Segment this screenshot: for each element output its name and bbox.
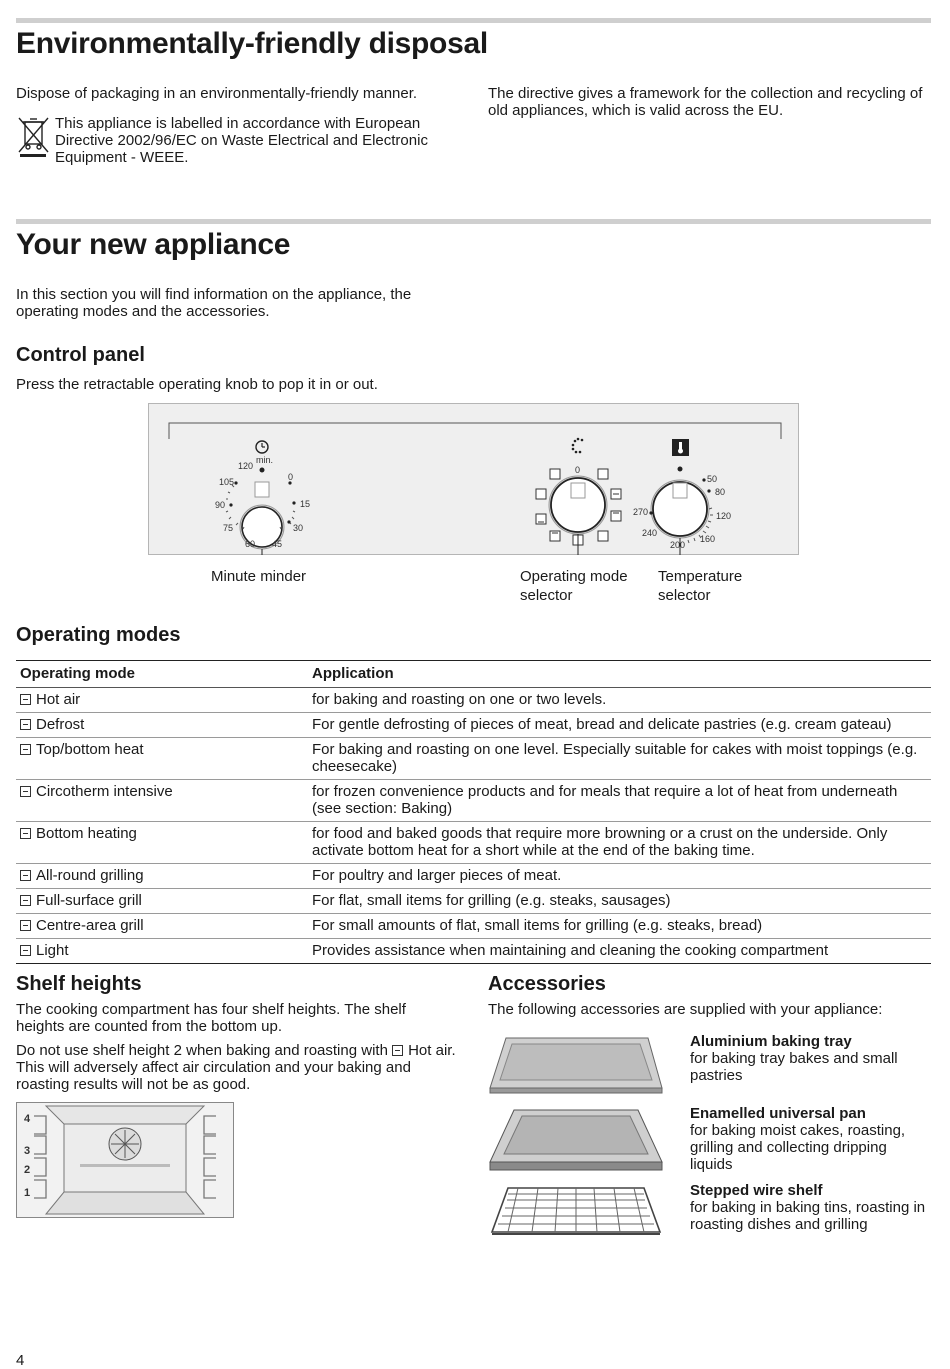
temperature-tick-label: 240 xyxy=(642,528,658,538)
col-header-application: Application xyxy=(308,661,931,688)
temperature-tick-label: 270 xyxy=(633,507,649,517)
mode-selector-label-line2: selector xyxy=(520,587,573,604)
application-cell: Provides assistance when maintaining and cleaning the cooking compartment xyxy=(308,939,931,964)
directive-text: The directive gives a framework for the collection and recycling of old appliances, which is valid across the EU. xyxy=(488,85,923,119)
operating-modes-table-wrap xyxy=(16,660,931,964)
mode-cell xyxy=(16,864,308,889)
table-row xyxy=(16,822,931,864)
application-cell: For baking and roasting on one level. Especially suitable for cakes with moist toppings (e.g. cheesecake) xyxy=(308,738,931,780)
minute-tick-label: 75 xyxy=(223,523,234,533)
minute-tick-label: 30 xyxy=(293,523,304,533)
accessory-item xyxy=(690,1033,930,1084)
weee-bin-icon xyxy=(16,116,50,158)
operating-mode-knob[interactable] xyxy=(549,476,607,534)
accessories-intro: The following accessories are supplied with your appliance: xyxy=(488,1001,883,1018)
accessory-description: for baking moist cakes, roasting, grilling and collecting dripping liquids xyxy=(690,1122,906,1173)
table-row xyxy=(16,780,931,822)
page-number: 4 xyxy=(16,1352,25,1369)
light-icon xyxy=(20,945,31,956)
table-row xyxy=(16,688,931,713)
shelf-level-label: 4 xyxy=(24,1113,31,1125)
temperature-tick-label: 120 xyxy=(716,511,732,521)
table-row xyxy=(16,914,931,939)
temp-selector-label-line2: selector xyxy=(658,587,711,604)
table-row xyxy=(16,713,931,738)
shelf-level-label: 1 xyxy=(24,1187,31,1199)
defrost-icon xyxy=(20,719,31,730)
universal-pan-image xyxy=(488,1108,664,1174)
minute-tick-label: 120 xyxy=(238,461,254,471)
hot-air-icon xyxy=(20,694,31,705)
operating-modes-heading: Operating modes xyxy=(16,624,181,646)
top-bottom-heat-icon xyxy=(20,744,31,755)
section-title-appliance: Your new appliance xyxy=(16,228,291,261)
table-row xyxy=(16,738,931,780)
minute-tick-label: 90 xyxy=(215,500,226,510)
shelf-warning-part1: Do not use shelf height 2 when baking and roasting with xyxy=(16,1042,388,1059)
accessory-item xyxy=(690,1182,930,1233)
shelf-level-label: 3 xyxy=(24,1145,31,1157)
mode-cell xyxy=(16,738,308,780)
control-panel-text: Press the retractable operating knob to pop it in or out. xyxy=(16,376,378,393)
bottom-heating-icon xyxy=(20,828,31,839)
accessory-title: Aluminium baking tray xyxy=(690,1033,852,1050)
circotherm-intensive-icon xyxy=(20,786,31,797)
mode-name: Hot air xyxy=(36,691,81,708)
application-cell: for food and baked goods that require more browning or a crust on the underside. Only activate bottom heat for a short while at the end of the baking time. xyxy=(308,822,931,864)
col-header-mode: Operating mode xyxy=(16,661,308,688)
temperature-tick-label: 50 xyxy=(707,474,718,484)
application-cell: For small amounts of flat, small items for grilling (e.g. steaks, bread) xyxy=(308,914,931,939)
mode-selector-label-line1: Operating mode xyxy=(520,568,628,585)
application-cell: for frozen convenience products and for meals that require a lot of heat from underneath (see section: Baking) xyxy=(308,780,931,822)
shelf-warning-text xyxy=(16,1042,460,1093)
application-cell: for baking and roasting on one or two levels. xyxy=(308,688,931,713)
mode-cell xyxy=(16,713,308,738)
oven-interior-illustration xyxy=(16,1102,234,1218)
mode-name: All-round grilling xyxy=(36,867,144,884)
shelf-warning-part2: Hot air. This will adversely affect air circulation and your baking and roasting results will not be as good. xyxy=(16,1042,456,1093)
temperature-knob[interactable] xyxy=(651,480,709,538)
accessory-title: Stepped wire shelf xyxy=(690,1182,823,1199)
temp-selector-label xyxy=(658,567,742,605)
mode-name: Light xyxy=(36,942,69,959)
mode-name: Defrost xyxy=(36,716,85,733)
minute-unit-label: min. xyxy=(256,455,274,465)
minute-tick-label: 105 xyxy=(219,477,235,487)
minute-tick-label: 45 xyxy=(272,539,283,549)
mode-zero-label: 0 xyxy=(575,465,581,475)
section-rule xyxy=(16,18,931,23)
control-panel-heading: Control panel xyxy=(16,344,145,366)
operating-modes-table xyxy=(16,660,931,964)
disposal-text: Dispose of packaging in an environmentally-friendly manner. xyxy=(16,85,418,102)
temperature-tick-label: 80 xyxy=(715,487,726,497)
minute-tick-label: 60 xyxy=(245,539,256,549)
accessories-heading: Accessories xyxy=(488,973,606,995)
hot-air-icon xyxy=(392,1045,403,1056)
mode-cell xyxy=(16,914,308,939)
weee-text: This appliance is labelled in accordance with European Directive 2002/96/EC on Waste Electrical and Electronic Equipment - WEEE. xyxy=(55,115,428,166)
mode-cell xyxy=(16,822,308,864)
centre-area-grill-icon xyxy=(20,920,31,931)
mode-selector-label xyxy=(520,567,628,605)
accessory-item xyxy=(690,1105,930,1173)
temperature-tick-label: 160 xyxy=(700,534,716,544)
mode-name: Bottom heating xyxy=(36,825,137,842)
minute-minder-label: Minute minder xyxy=(211,568,307,585)
mode-cell xyxy=(16,780,308,822)
mode-name: Full-surface grill xyxy=(36,892,142,909)
section-title-disposal: Environmentally-friendly disposal xyxy=(16,27,488,60)
accessory-description: for baking in baking tins, roasting in roasting dishes and grilling xyxy=(690,1199,926,1233)
baking-tray-image xyxy=(488,1034,664,1096)
full-surface-grill-icon xyxy=(20,895,31,906)
temperature-tick-label: 200 xyxy=(670,540,686,550)
all-round-grilling-icon xyxy=(20,870,31,881)
table-row xyxy=(16,889,931,914)
shelf-level-label: 2 xyxy=(24,1164,31,1176)
mode-name: Centre-area grill xyxy=(36,917,144,934)
minute-tick-label: 0 xyxy=(288,472,294,482)
table-row xyxy=(16,939,931,964)
table-header-row xyxy=(16,661,931,688)
wire-shelf-image xyxy=(488,1184,664,1240)
thermometer-icon xyxy=(672,439,689,456)
accessory-description: for baking tray bakes and small pastries xyxy=(690,1050,898,1084)
application-cell: For poultry and larger pieces of meat. xyxy=(308,864,931,889)
temp-selector-label-line1: Temperature xyxy=(658,568,743,585)
minute-tick-label: 15 xyxy=(300,499,311,509)
mode-cell xyxy=(16,688,308,713)
shelf-heights-text: The cooking compartment has four shelf heights. The shelf heights are counted from the bottom up. xyxy=(16,1001,406,1035)
mode-cell xyxy=(16,939,308,964)
mode-name: Top/bottom heat xyxy=(36,741,144,758)
appliance-intro: In this section you will find information on the appliance, the operating modes and the accessories. xyxy=(16,286,412,320)
application-cell: For gentle defrosting of pieces of meat, bread and delicate pastries (e.g. cream gateau) xyxy=(308,713,931,738)
control-panel-illustration xyxy=(148,403,799,555)
accessory-title: Enamelled universal pan xyxy=(690,1105,866,1122)
application-cell: For flat, small items for grilling (e.g. steaks, sausages) xyxy=(308,889,931,914)
table-row xyxy=(16,864,931,889)
shelf-heights-heading: Shelf heights xyxy=(16,973,142,995)
mode-name: Circotherm intensive xyxy=(36,783,173,800)
section-rule xyxy=(16,219,931,224)
mode-cell xyxy=(16,889,308,914)
